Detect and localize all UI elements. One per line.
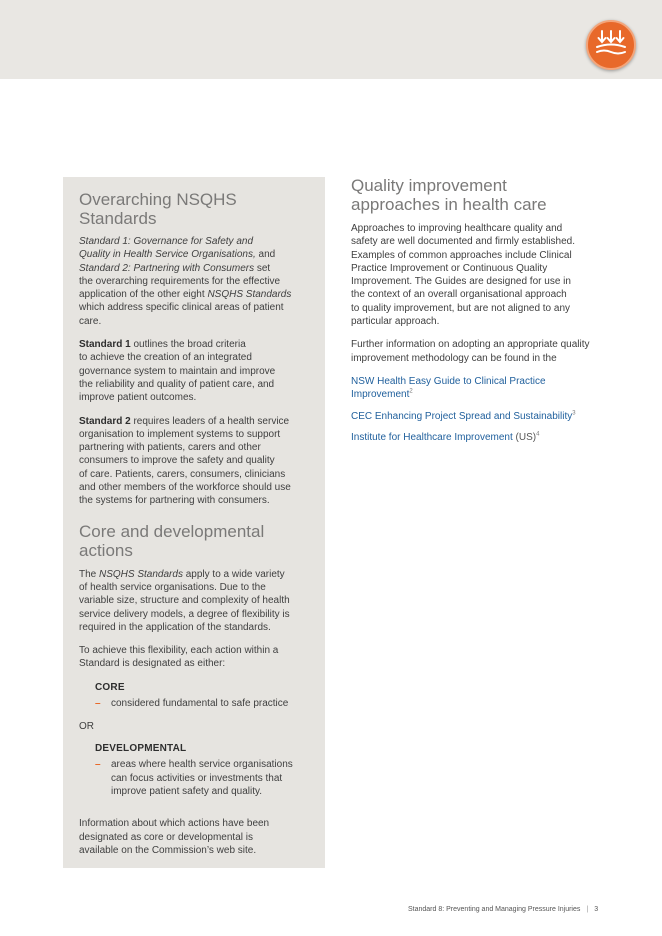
dash-bullet: – [95, 759, 101, 771]
main-column [351, 176, 613, 445]
or-label: OR [79, 721, 94, 733]
page-number: 3 [594, 906, 599, 913]
footer-title: Standard 8: Preventing and Managing Pressure Injuries [408, 906, 581, 913]
ihi-link[interactable]: Institute for Healthcare Improvement (US)$^4$ [351, 432, 540, 444]
flexibility-paragraph: To achieve this flexibility, each action within a Standard is designated as either: [79, 645, 279, 670]
commission-info-paragraph: Information about which actions have been designated as core or developmental is available on the Commission’s web site. [79, 818, 270, 856]
cec-project-link[interactable]: CEC Enhancing Project Spread and Sustainability$^3$ [351, 410, 576, 422]
header-band [0, 0, 662, 79]
approaches-paragraph: Approaches to improving healthcare quality and safety are well documented and firmly established. Examples of common approaches include Clinical Practice Improvement or Continuous Quality Improvement. The Guides are designed for use in the context of an overall organisational approach to quality improvement, but are not aligned to any particular approach. [351, 223, 576, 328]
core-label: CORE [95, 681, 125, 693]
page-footer [408, 905, 638, 914]
core-item: – considered fundamental to safe practice [95, 697, 289, 709]
core-intro-paragraph: The NSQHS Standards apply to a wide variety of health service organisations. Due to the variable size, structure and complexity of health service delivery models, a degree of flexibility is required in the application of the standards. [79, 568, 290, 633]
further-info-paragraph: Further information on adopting an appropriate quality improvement methodology can be found in the [351, 339, 590, 364]
overarching-intro: Standard 1: Governance for Safety and Quality in Health Service Organisations, and Standard 2: Partnering with Consumers set the overarching requirements for the effective application of the other eight NSQHS Standards which address specific clinical areas of patient care. [79, 236, 292, 327]
developmental-label: DEVELOPMENTAL [95, 743, 187, 755]
overarching-heading: Overarching NSQHS Standards [79, 190, 237, 228]
pressure-arrows-logo-icon [586, 20, 636, 70]
dash-bullet: – [95, 697, 101, 709]
standard-1-paragraph: Standard 1 outlines the broad criteria to achieve the creation of an integrated governance system to maintain and improve the reliability and quality of patient care, and improve patient outcomes. [79, 339, 276, 404]
developmental-item: – areas where health service organisations can focus activities or investments that improve patient safety and quality. [95, 759, 293, 797]
core-developmental-heading: Core and developmental actions [79, 521, 265, 560]
footer-separator: | [586, 906, 589, 913]
quality-improvement-heading: Quality improvement approaches in health care [351, 176, 547, 214]
standard-2-paragraph: Standard 2 requires leaders of a health service organisation to implement systems to support partnering with patients, carers and other consumers to improve the safety and quality of care. Patients, carers, consumers, clinicians and other members of the workforce should use the systems for partnering with consumers. [79, 415, 291, 507]
nsw-health-guide-link[interactable]: NSW Health Easy Guide to Clinical Practice Improvement$^2$ [351, 375, 546, 401]
sidebar-panel [63, 177, 325, 868]
